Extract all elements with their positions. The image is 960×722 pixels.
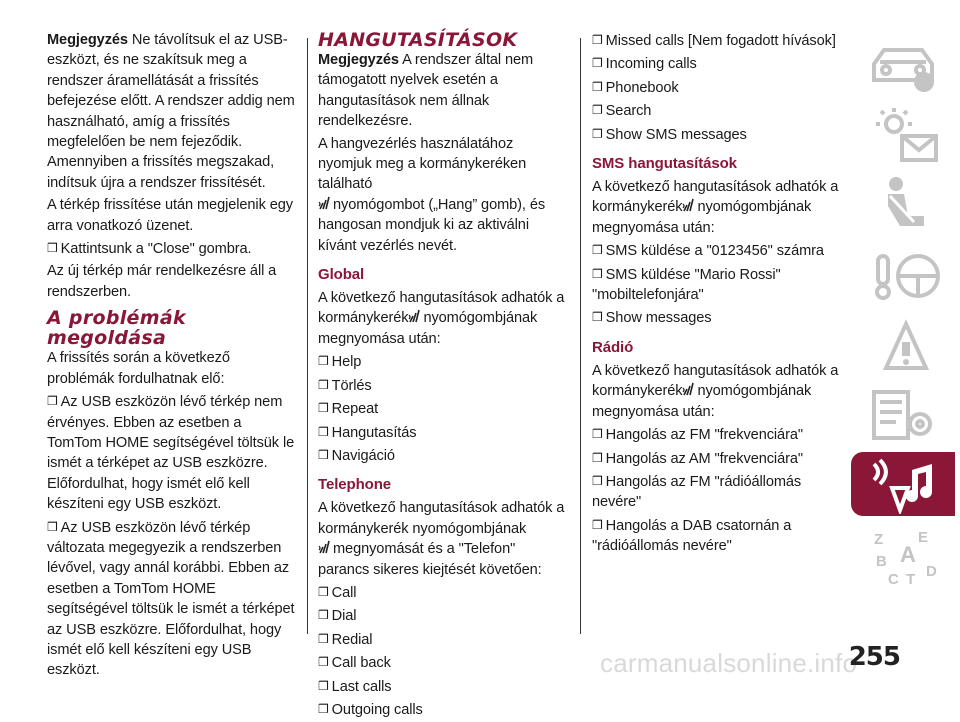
car-info-icon [866, 36, 946, 92]
page-number: 255 [848, 642, 900, 672]
list-item: ❒ Missed calls [Nem fogadott hívások] [592, 30, 842, 51]
chapter-sidebar [851, 30, 955, 592]
column-3 [592, 30, 842, 559]
paragraph: Az új térkép már rendelkezésre áll a rendszerben. [47, 263, 277, 300]
voice-command-icon [408, 309, 423, 325]
text-span: A következő hangutasítások adhatók a kormánykerék [592, 179, 839, 216]
list-item: ❒ Redial [318, 629, 570, 650]
column-divider [307, 38, 308, 634]
index-letter: A [900, 542, 916, 567]
paragraph [592, 177, 842, 238]
steering-key-icon [866, 246, 946, 306]
list-item: ❒ Hangolás az FM "frekvenciára" [592, 424, 842, 445]
note-text: Ne távolítsuk el az USB-eszközt, és ne szakítsuk meg a rendszer áramellátását a frissítés befejezése előtt. A rendszer addig nem használható, amíg a frissítés megfelelően be nem fejeződik. Amennyiben a frissítés megszakad, indítsuk újra a rendszer frissítését. [47, 32, 295, 191]
paragraph [318, 498, 570, 580]
subsection-heading-radio: Rádió [592, 338, 634, 356]
index-icon [866, 528, 946, 588]
list-item: ❒ Kattintsunk a "Close" gombra. [47, 238, 297, 259]
voice-command-icon [318, 196, 333, 212]
breakdown-icon [866, 316, 946, 376]
list-item: ❒ Dial [318, 605, 570, 626]
list-item: ❒ Help [318, 351, 570, 372]
text-span: nyomógombot („Hang” gomb), és hangosan mondjuk ki az aktiválni kívánt vezérlés nevét. [318, 196, 546, 254]
list-item: ❒ Navigáció [318, 445, 570, 466]
index-letter: B [876, 553, 887, 570]
tab-seat-safety[interactable] [851, 170, 955, 238]
text-span: nyomógombjának megnyomása után: [592, 199, 812, 236]
index-letter: E [918, 529, 929, 546]
index-letter: Z [874, 531, 884, 548]
list-item: ❒ SMS küldése a "0123456" számra [592, 240, 842, 261]
text-span: nyomógombjának megnyomása után: [592, 383, 812, 420]
maintenance-icon [866, 386, 946, 446]
note-text: A rendszer által nem támogatott nyelvek esetén a hangutasítások nem állnak rendelkezésre. [318, 52, 534, 130]
subsection-heading-global: Global [318, 266, 365, 284]
multimedia-icon [866, 458, 946, 514]
voice-command-icon [318, 540, 333, 556]
watermark: carmanualsonline.info [600, 648, 858, 678]
index-letter: C [888, 571, 899, 588]
list-item: ❒ Search [592, 100, 842, 121]
tab-breakdown[interactable] [851, 310, 955, 378]
tab-steering-key[interactable] [851, 240, 955, 308]
note-label: Megjegyzés [318, 52, 399, 68]
list-item: ❒ Last calls [318, 676, 570, 697]
column-1 [47, 30, 297, 683]
tab-warning-lights[interactable] [851, 100, 955, 168]
column-divider [580, 38, 581, 634]
list-item: ❒ Hangolás a DAB csatornán a "rádióállomás nevére" [592, 515, 842, 557]
note-label: Megjegyzés [47, 32, 128, 48]
section-heading: HANGUTASÍTÁSOK [318, 29, 518, 51]
warning-lights-icon [866, 106, 946, 166]
list-item: ❒ Incoming calls [592, 53, 842, 74]
text-span: A következő hangutasítások adhatók a kormánykerék [318, 290, 565, 327]
voice-command-icon [682, 198, 697, 214]
section-heading: A problémák megoldása [47, 307, 186, 350]
list-item: ❒ Call back [318, 652, 570, 673]
list-item: ❒ Show SMS messages [592, 124, 842, 145]
tab-index[interactable] [851, 522, 955, 590]
list-item: ❒ Phonebook [592, 77, 842, 98]
list-item: ❒ Hangolás az AM "frekvenciára" [592, 448, 842, 469]
tab-maintenance[interactable] [851, 380, 955, 448]
text-span: A következő hangutasítások adhatók a kormánykerék nyomógombjának [318, 500, 565, 537]
index-letter: D [926, 563, 937, 580]
list-item: ❒ Hangolás az FM "rádióállomás nevére" [592, 471, 842, 513]
paragraph: A térkép frissítése után megjelenik egy arra vonatkozó üzenet. [47, 197, 293, 234]
subsection-heading-sms: SMS hangutasítások [592, 155, 737, 173]
text-span: A hangvezérlés használatához nyomjuk meg a kormánykeréken található [318, 135, 527, 193]
seat-safety-icon [866, 176, 946, 236]
paragraph [318, 288, 570, 349]
text-span: A következő hangutasítások adhatók a kormánykerék [592, 362, 839, 400]
paragraph: A frissítés során a következő problémák fordulhatnak elő: [47, 350, 230, 387]
index-letter: T [906, 571, 916, 588]
voice-command-icon [682, 382, 697, 398]
tab-multimedia[interactable] [851, 452, 955, 516]
list-item: ❒ Hangutasítás [318, 422, 570, 443]
text-span: nyomógombjának megnyomása után: [318, 310, 538, 347]
list-item: ❒ Call [318, 582, 570, 603]
list-item: ❒ Outgoing calls [318, 699, 570, 720]
list-item: ❒ Az USB eszközön lévő térkép nem érvényes. Ebben az esetben a TomTom HOME segítségével töltsük le ismét a térképet az USB eszközre. Előfordulhat, hogy ismét elő kell készíteni egy USB eszközt. [47, 391, 297, 514]
subsection-heading-telephone: Telephone [318, 476, 391, 494]
note-paragraph [318, 50, 570, 132]
list-item: ❒ Repeat [318, 398, 570, 419]
column-2 [318, 30, 570, 722]
paragraph [318, 134, 570, 256]
list-item: ❒ SMS küldése "Mario Rossi" "mobiltelefonjára" [592, 264, 842, 306]
list-item: ❒ Show messages [592, 307, 842, 328]
list-item: ❒ Törlés [318, 375, 570, 396]
note-paragraph [47, 30, 297, 193]
paragraph [592, 361, 842, 422]
tab-car-info[interactable] [851, 30, 955, 98]
text-span: megnyomását és a "Telefon" parancs sikeres kiejtését követően: [318, 541, 542, 578]
list-item: ❒ Az USB eszközön lévő térkép változata megegyezik a rendszerben lévővel, vagy annál korábbi. Ebben az esetben a TomTom HOME segítségével töltsük le ismét a térképet az USB eszközre. Előfordulhat, hogy ismét elő kell készíteni egy USB eszközt. [47, 517, 297, 681]
